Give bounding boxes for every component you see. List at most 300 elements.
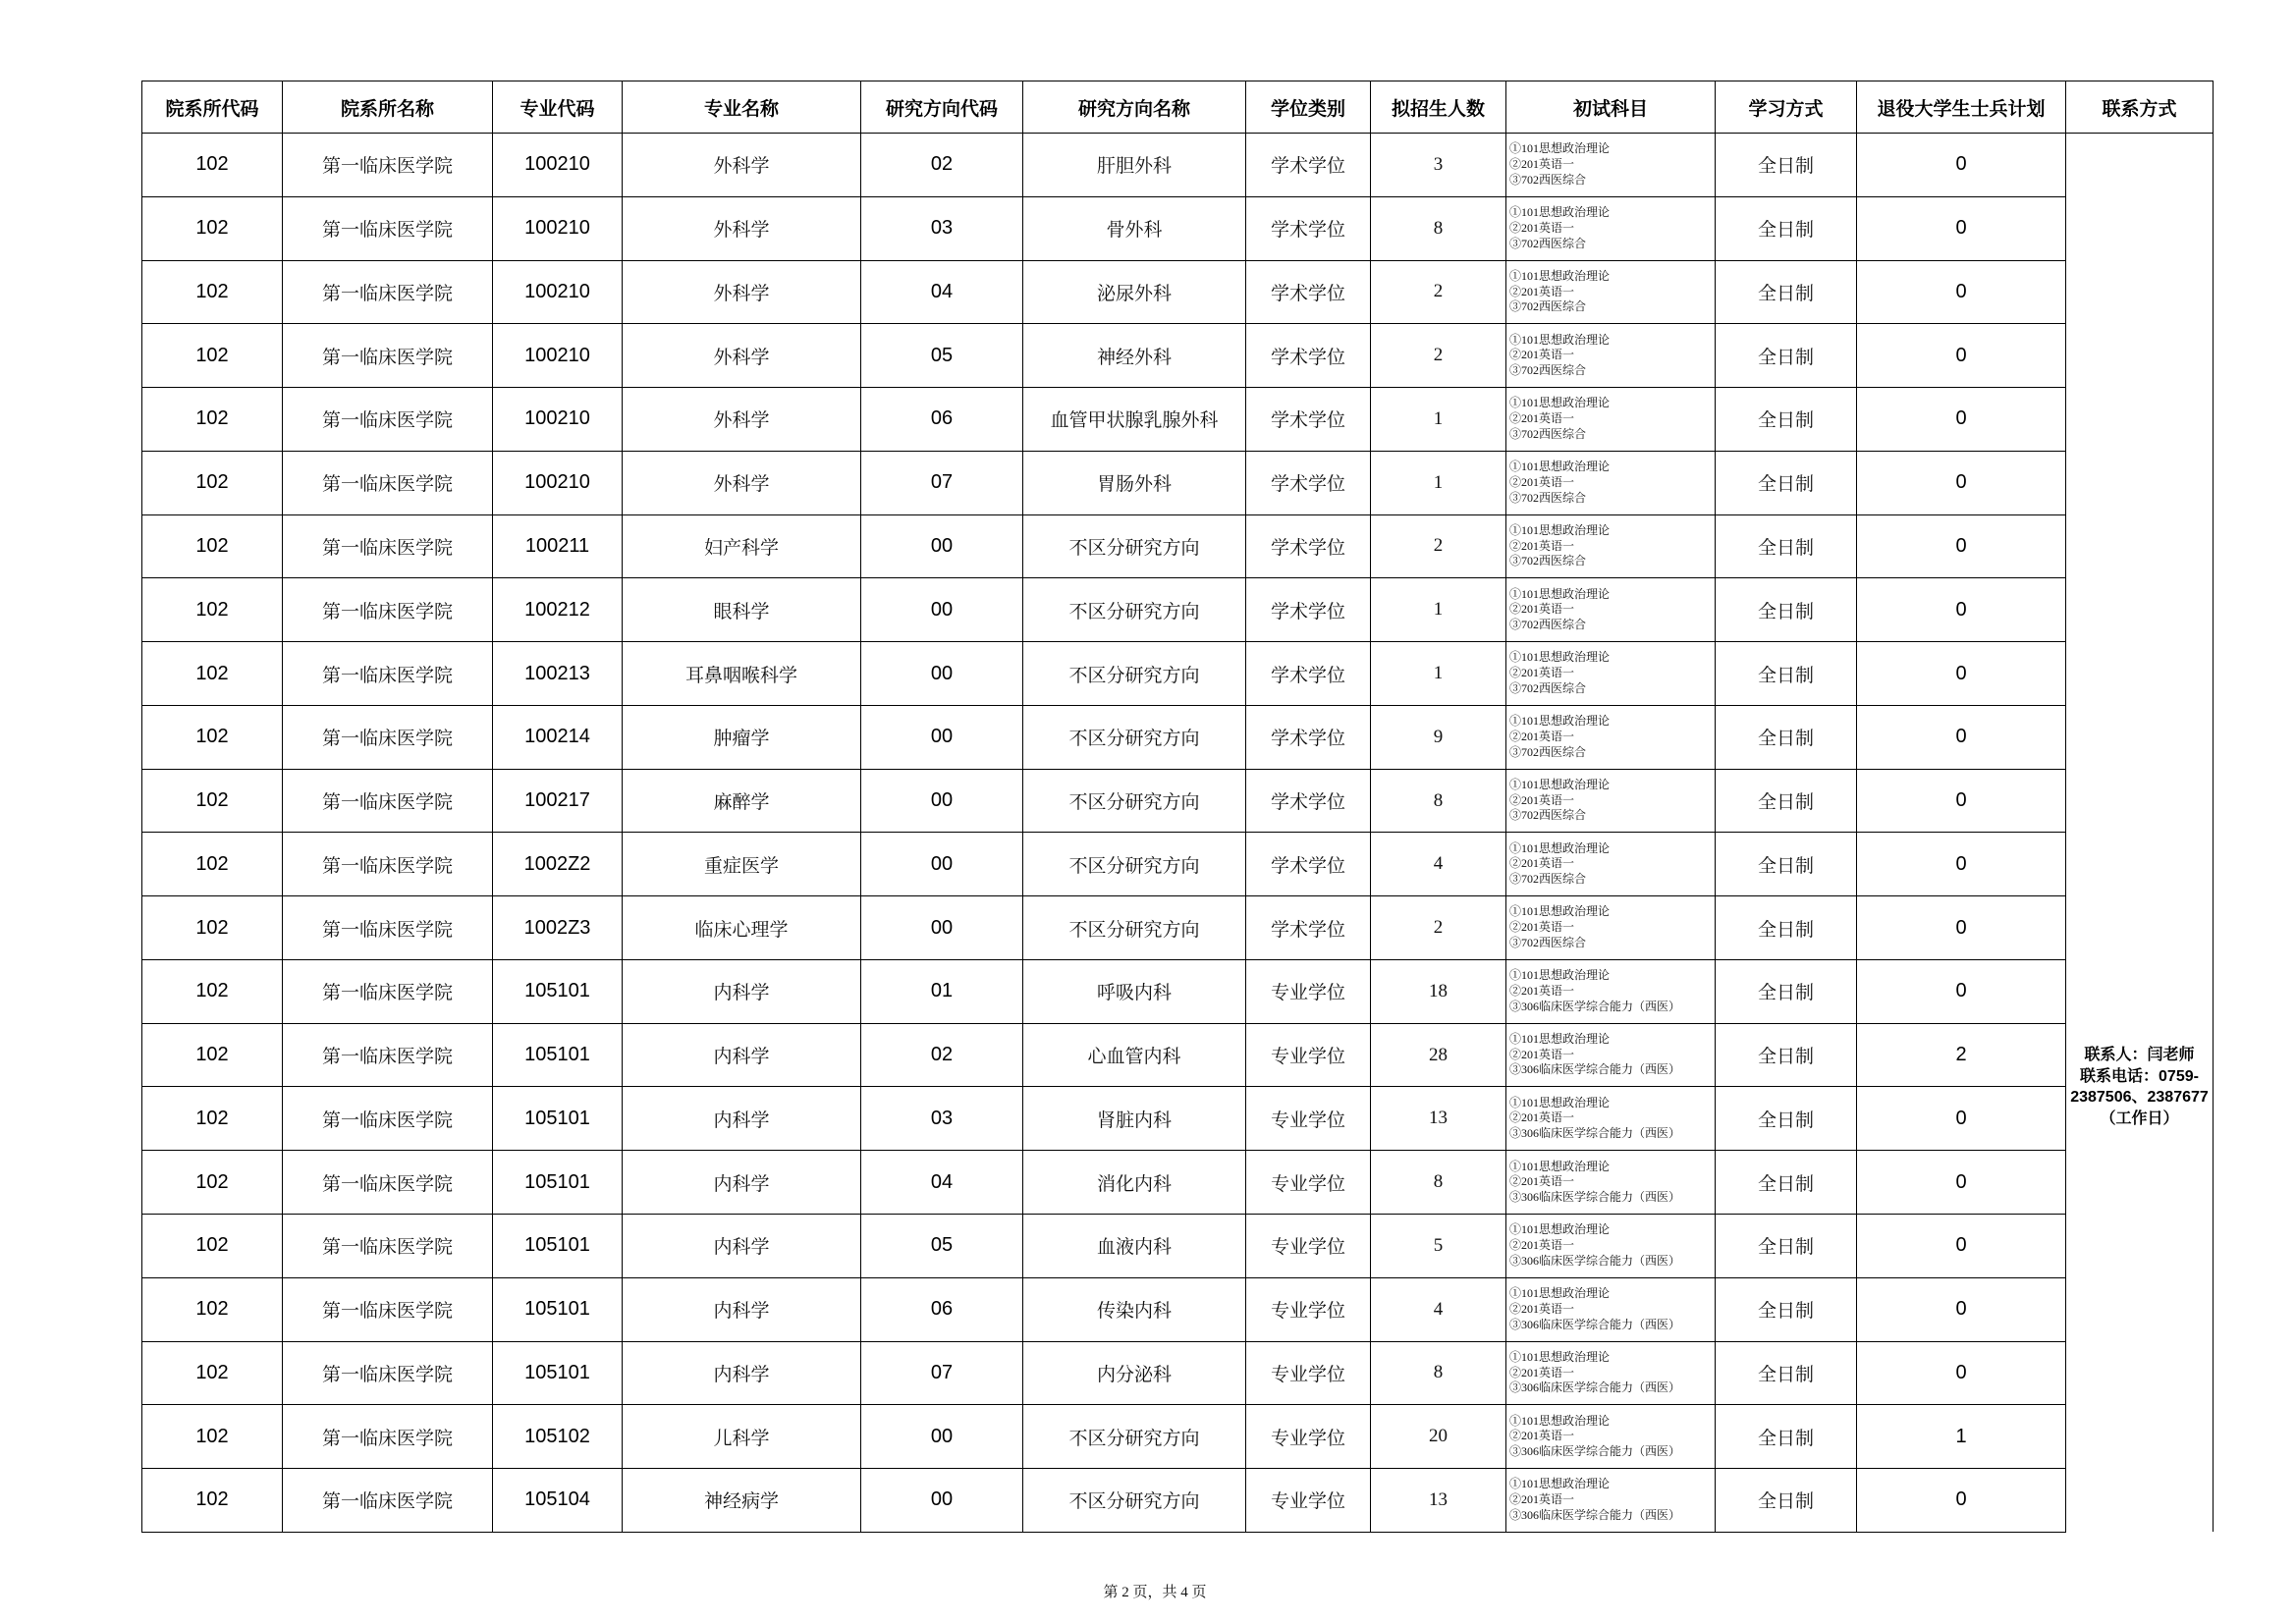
cell-exam-subjects xyxy=(1506,1023,1716,1087)
exam-subject-line: ②201英语一 xyxy=(1509,284,1575,298)
exam-subject-line: ②201英语一 xyxy=(1509,411,1575,426)
cell-planned-enrollment: 3 xyxy=(1371,134,1506,197)
table-row xyxy=(142,1277,2214,1341)
cell-exam-subjects xyxy=(1506,1341,1716,1405)
table-row xyxy=(142,1087,2214,1151)
exam-subject-line: ①101思想政治理论 xyxy=(1509,1095,1611,1109)
cell-exam-subjects xyxy=(1506,196,1716,260)
cell-exam-subjects xyxy=(1506,642,1716,706)
table-row xyxy=(142,134,2214,197)
cell-degree-type: 学术学位 xyxy=(1246,896,1371,960)
cell-direction-code: 02 xyxy=(861,1023,1023,1087)
cell-direction-name: 不区分研究方向 xyxy=(1023,1405,1246,1469)
cell-major-code: 105104 xyxy=(493,1469,623,1533)
cell-planned-enrollment: 20 xyxy=(1371,1405,1506,1469)
cell-degree-type: 专业学位 xyxy=(1246,1151,1371,1215)
cell-study-mode: 全日制 xyxy=(1716,642,1857,706)
cell-veteran-plan: 0 xyxy=(1857,196,2066,260)
exam-subject-line: ②201英语一 xyxy=(1509,1365,1575,1380)
cell-dept-name: 第一临床医学院 xyxy=(283,1215,493,1278)
exam-subject-line: ②201英语一 xyxy=(1509,1174,1575,1189)
cell-major-name: 外科学 xyxy=(623,196,861,260)
cell-dept-name: 第一临床医学院 xyxy=(283,1469,493,1533)
contact-line: 联系电话：0759- xyxy=(2080,1067,2199,1085)
cell-direction-name: 不区分研究方向 xyxy=(1023,705,1246,769)
cell-degree-type: 专业学位 xyxy=(1246,1405,1371,1469)
cell-direction-code: 00 xyxy=(861,896,1023,960)
cell-direction-code: 00 xyxy=(861,1469,1023,1533)
cell-direction-name: 不区分研究方向 xyxy=(1023,642,1246,706)
cell-veteran-plan: 0 xyxy=(1857,705,2066,769)
header-degree-type: 学位类别 xyxy=(1246,81,1371,134)
page-number-footer: 第 2 页，共 4 页 xyxy=(1103,1585,1207,1600)
exam-subject-line: ②201英语一 xyxy=(1509,1429,1575,1443)
cell-major-name: 临床心理学 xyxy=(623,896,861,960)
contact-info-cell xyxy=(2066,134,2214,1533)
cell-direction-name: 泌尿外科 xyxy=(1023,260,1246,324)
cell-planned-enrollment: 8 xyxy=(1371,769,1506,833)
cell-direction-code: 04 xyxy=(861,1151,1023,1215)
exam-subject-line: ①101思想政治理论 xyxy=(1509,268,1611,283)
cell-dept-code: 102 xyxy=(142,260,283,324)
exam-subject-line: ①101思想政治理论 xyxy=(1509,1413,1611,1428)
cell-study-mode: 全日制 xyxy=(1716,260,1857,324)
cell-study-mode: 全日制 xyxy=(1716,451,1857,514)
table-row xyxy=(142,833,2214,896)
cell-veteran-plan: 0 xyxy=(1857,134,2066,197)
cell-dept-code: 102 xyxy=(142,705,283,769)
cell-veteran-plan: 0 xyxy=(1857,1341,2066,1405)
cell-planned-enrollment: 8 xyxy=(1371,1151,1506,1215)
cell-degree-type: 专业学位 xyxy=(1246,1277,1371,1341)
cell-exam-subjects xyxy=(1506,1215,1716,1278)
table-row xyxy=(142,578,2214,642)
exam-subject-line: ②201英语一 xyxy=(1509,856,1575,871)
cell-major-name: 外科学 xyxy=(623,324,861,388)
cell-degree-type: 学术学位 xyxy=(1246,196,1371,260)
cell-major-code: 100210 xyxy=(493,134,623,197)
cell-veteran-plan: 2 xyxy=(1857,1023,2066,1087)
cell-veteran-plan: 0 xyxy=(1857,1469,2066,1533)
cell-major-code: 100210 xyxy=(493,260,623,324)
header-contact: 联系方式 xyxy=(2066,81,2214,134)
exam-subject-line: ②201英语一 xyxy=(1509,220,1575,235)
cell-direction-name: 骨外科 xyxy=(1023,196,1246,260)
cell-degree-type: 专业学位 xyxy=(1246,1215,1371,1278)
cell-veteran-plan: 0 xyxy=(1857,833,2066,896)
table-header-row xyxy=(142,81,2214,134)
cell-dept-code: 102 xyxy=(142,388,283,452)
exam-subject-line: ②201英语一 xyxy=(1509,1047,1575,1061)
cell-dept-code: 102 xyxy=(142,896,283,960)
cell-veteran-plan: 0 xyxy=(1857,260,2066,324)
cell-direction-name: 血液内科 xyxy=(1023,1215,1246,1278)
cell-degree-type: 学术学位 xyxy=(1246,388,1371,452)
cell-direction-code: 05 xyxy=(861,324,1023,388)
cell-direction-code: 00 xyxy=(861,705,1023,769)
cell-study-mode: 全日制 xyxy=(1716,1277,1857,1341)
cell-dept-name: 第一临床医学院 xyxy=(283,1023,493,1087)
exam-subject-line: ③306临床医学综合能力（西医） xyxy=(1509,1126,1681,1141)
cell-direction-name: 不区分研究方向 xyxy=(1023,514,1246,578)
cell-major-name: 儿科学 xyxy=(623,1405,861,1469)
cell-dept-code: 102 xyxy=(142,1087,283,1151)
cell-major-name: 麻醉学 xyxy=(623,769,861,833)
cell-direction-code: 00 xyxy=(861,1405,1023,1469)
contact-line: （工作日） xyxy=(2100,1109,2179,1127)
cell-planned-enrollment: 18 xyxy=(1371,959,1506,1023)
cell-dept-code: 102 xyxy=(142,1023,283,1087)
cell-major-name: 外科学 xyxy=(623,451,861,514)
contact-line: 2387506、2387677 xyxy=(2070,1089,2209,1107)
cell-study-mode: 全日制 xyxy=(1716,134,1857,197)
cell-major-code: 100210 xyxy=(493,196,623,260)
cell-study-mode: 全日制 xyxy=(1716,196,1857,260)
cell-dept-name: 第一临床医学院 xyxy=(283,1341,493,1405)
exam-subject-line: ③702西医综合 xyxy=(1509,554,1587,568)
cell-major-name: 肿瘤学 xyxy=(623,705,861,769)
cell-dept-code: 102 xyxy=(142,514,283,578)
cell-major-name: 外科学 xyxy=(623,260,861,324)
cell-major-code: 100210 xyxy=(493,388,623,452)
cell-dept-name: 第一临床医学院 xyxy=(283,324,493,388)
cell-dept-name: 第一临床医学院 xyxy=(283,1405,493,1469)
exam-subject-line: ②201英语一 xyxy=(1509,602,1575,617)
exam-subject-line: ①101思想政治理论 xyxy=(1509,1159,1611,1173)
cell-veteran-plan: 0 xyxy=(1857,1277,2066,1341)
cell-degree-type: 专业学位 xyxy=(1246,1341,1371,1405)
cell-major-name: 内科学 xyxy=(623,1277,861,1341)
header-exam-subjects: 初试科目 xyxy=(1506,81,1716,134)
cell-exam-subjects xyxy=(1506,1405,1716,1469)
cell-veteran-plan: 0 xyxy=(1857,1151,2066,1215)
cell-dept-code: 102 xyxy=(142,959,283,1023)
cell-direction-name: 内分泌科 xyxy=(1023,1341,1246,1405)
cell-major-code: 100214 xyxy=(493,705,623,769)
table-row xyxy=(142,769,2214,833)
cell-dept-code: 102 xyxy=(142,451,283,514)
cell-major-code: 100210 xyxy=(493,324,623,388)
cell-direction-code: 06 xyxy=(861,388,1023,452)
cell-major-code: 105101 xyxy=(493,1341,623,1405)
cell-dept-name: 第一临床医学院 xyxy=(283,514,493,578)
cell-major-name: 内科学 xyxy=(623,1023,861,1087)
cell-dept-code: 102 xyxy=(142,578,283,642)
cell-dept-name: 第一临床医学院 xyxy=(283,959,493,1023)
cell-exam-subjects xyxy=(1506,896,1716,960)
exam-subject-line: ③702西医综合 xyxy=(1509,172,1587,187)
cell-veteran-plan: 0 xyxy=(1857,324,2066,388)
cell-degree-type: 专业学位 xyxy=(1246,1023,1371,1087)
cell-veteran-plan: 0 xyxy=(1857,642,2066,706)
cell-major-name: 重症医学 xyxy=(623,833,861,896)
cell-exam-subjects xyxy=(1506,769,1716,833)
header-planned-enrollment: 拟招生人数 xyxy=(1371,81,1506,134)
exam-subject-line: ①101思想政治理论 xyxy=(1509,205,1611,220)
cell-major-name: 内科学 xyxy=(623,1087,861,1151)
exam-subject-line: ③306临床医学综合能力（西医） xyxy=(1509,1062,1681,1077)
cell-major-code: 100212 xyxy=(493,578,623,642)
exam-subject-line: ③306临床医学综合能力（西医） xyxy=(1509,1444,1681,1459)
exam-subject-line: ①101思想政治理论 xyxy=(1509,714,1611,729)
exam-subject-line: ③702西医综合 xyxy=(1509,680,1587,695)
cell-dept-code: 102 xyxy=(142,196,283,260)
table-row xyxy=(142,388,2214,452)
exam-subject-line: ①101思想政治理论 xyxy=(1509,1031,1611,1046)
cell-planned-enrollment: 1 xyxy=(1371,578,1506,642)
cell-degree-type: 专业学位 xyxy=(1246,959,1371,1023)
cell-dept-name: 第一临床医学院 xyxy=(283,1151,493,1215)
cell-direction-name: 不区分研究方向 xyxy=(1023,578,1246,642)
cell-major-code: 105101 xyxy=(493,1023,623,1087)
cell-planned-enrollment: 1 xyxy=(1371,388,1506,452)
cell-direction-code: 02 xyxy=(861,134,1023,197)
table-row xyxy=(142,705,2214,769)
exam-subject-line: ②201英语一 xyxy=(1509,157,1575,171)
header-direction-name: 研究方向名称 xyxy=(1023,81,1246,134)
header-dept-name: 院系所名称 xyxy=(283,81,493,134)
exam-subject-line: ①101思想政治理论 xyxy=(1509,1477,1611,1491)
cell-planned-enrollment: 9 xyxy=(1371,705,1506,769)
cell-direction-name: 呼吸内科 xyxy=(1023,959,1246,1023)
cell-dept-code: 102 xyxy=(142,1405,283,1469)
exam-subject-line: ①101思想政治理论 xyxy=(1509,840,1611,855)
cell-major-code: 105101 xyxy=(493,959,623,1023)
cell-exam-subjects xyxy=(1506,578,1716,642)
exam-subject-line: ①101思想政治理论 xyxy=(1509,777,1611,791)
cell-direction-code: 07 xyxy=(861,1341,1023,1405)
cell-study-mode: 全日制 xyxy=(1716,705,1857,769)
header-major-code: 专业代码 xyxy=(493,81,623,134)
cell-exam-subjects xyxy=(1506,1087,1716,1151)
table-row xyxy=(142,1023,2214,1087)
cell-major-name: 内科学 xyxy=(623,1341,861,1405)
exam-subject-line: ③306临床医学综合能力（西医） xyxy=(1509,1190,1681,1204)
cell-planned-enrollment: 1 xyxy=(1371,642,1506,706)
cell-exam-subjects xyxy=(1506,260,1716,324)
exam-subject-line: ①101思想政治理论 xyxy=(1509,586,1611,601)
cell-dept-code: 102 xyxy=(142,642,283,706)
cell-direction-name: 消化内科 xyxy=(1023,1151,1246,1215)
header-direction-code: 研究方向代码 xyxy=(861,81,1023,134)
exam-subject-line: ②201英语一 xyxy=(1509,538,1575,553)
contact-line: 联系人：闫老师 xyxy=(2084,1047,2195,1063)
exam-subject-line: ①101思想政治理论 xyxy=(1509,904,1611,919)
cell-study-mode: 全日制 xyxy=(1716,959,1857,1023)
cell-major-name: 外科学 xyxy=(623,134,861,197)
cell-planned-enrollment: 8 xyxy=(1371,1341,1506,1405)
cell-degree-type: 学术学位 xyxy=(1246,324,1371,388)
table-row xyxy=(142,1215,2214,1278)
exam-subject-line: ③702西医综合 xyxy=(1509,490,1587,505)
cell-direction-name: 肾脏内科 xyxy=(1023,1087,1246,1151)
admissions-table xyxy=(141,81,2214,1533)
exam-subject-line: ①101思想政治理论 xyxy=(1509,968,1611,983)
cell-major-code: 100217 xyxy=(493,769,623,833)
cell-planned-enrollment: 2 xyxy=(1371,896,1506,960)
cell-dept-code: 102 xyxy=(142,1277,283,1341)
cell-veteran-plan: 0 xyxy=(1857,896,2066,960)
cell-veteran-plan: 0 xyxy=(1857,578,2066,642)
cell-direction-code: 05 xyxy=(861,1215,1023,1278)
cell-veteran-plan: 0 xyxy=(1857,769,2066,833)
cell-major-name: 妇产科学 xyxy=(623,514,861,578)
table-header xyxy=(142,81,2214,134)
cell-dept-name: 第一临床医学院 xyxy=(283,260,493,324)
table-row xyxy=(142,642,2214,706)
cell-major-code: 100213 xyxy=(493,642,623,706)
cell-dept-name: 第一临床医学院 xyxy=(283,642,493,706)
header-dept-code: 院系所代码 xyxy=(142,81,283,134)
cell-major-code: 105101 xyxy=(493,1215,623,1278)
exam-subject-line: ③702西医综合 xyxy=(1509,872,1587,887)
cell-direction-code: 00 xyxy=(861,642,1023,706)
exam-subject-line: ②201英语一 xyxy=(1509,348,1575,362)
cell-dept-name: 第一临床医学院 xyxy=(283,1087,493,1151)
cell-dept-code: 102 xyxy=(142,769,283,833)
exam-subject-line: ③702西医综合 xyxy=(1509,744,1587,759)
cell-major-name: 内科学 xyxy=(623,1151,861,1215)
exam-subject-line: ③306临床医学综合能力（西医） xyxy=(1509,1380,1681,1395)
cell-study-mode: 全日制 xyxy=(1716,388,1857,452)
cell-dept-name: 第一临床医学院 xyxy=(283,896,493,960)
exam-subject-line: ③306临床医学综合能力（西医） xyxy=(1509,999,1681,1013)
cell-study-mode: 全日制 xyxy=(1716,1469,1857,1533)
cell-exam-subjects xyxy=(1506,705,1716,769)
cell-dept-name: 第一临床医学院 xyxy=(283,451,493,514)
table-row xyxy=(142,896,2214,960)
cell-study-mode: 全日制 xyxy=(1716,1405,1857,1469)
exam-subject-line: ③306临床医学综合能力（西医） xyxy=(1509,1253,1681,1268)
cell-major-name: 神经病学 xyxy=(623,1469,861,1533)
cell-direction-code: 07 xyxy=(861,451,1023,514)
cell-direction-code: 00 xyxy=(861,514,1023,578)
table-row xyxy=(142,1341,2214,1405)
cell-veteran-plan: 0 xyxy=(1857,1087,2066,1151)
cell-dept-name: 第一临床医学院 xyxy=(283,705,493,769)
exam-subject-line: ③702西医综合 xyxy=(1509,618,1587,632)
exam-subject-line: ②201英语一 xyxy=(1509,983,1575,998)
header-major-name: 专业名称 xyxy=(623,81,861,134)
exam-subject-line: ①101思想政治理论 xyxy=(1509,1222,1611,1237)
cell-direction-name: 肝胆外科 xyxy=(1023,134,1246,197)
exam-subject-line: ①101思想政治理论 xyxy=(1509,650,1611,665)
cell-veteran-plan: 1 xyxy=(1857,1405,2066,1469)
cell-exam-subjects xyxy=(1506,959,1716,1023)
cell-exam-subjects xyxy=(1506,134,1716,197)
cell-major-name: 外科学 xyxy=(623,388,861,452)
cell-dept-code: 102 xyxy=(142,1341,283,1405)
cell-study-mode: 全日制 xyxy=(1716,1151,1857,1215)
exam-subject-line: ③702西医综合 xyxy=(1509,236,1587,250)
cell-planned-enrollment: 13 xyxy=(1371,1469,1506,1533)
cell-exam-subjects xyxy=(1506,1151,1716,1215)
cell-degree-type: 学术学位 xyxy=(1246,134,1371,197)
table-row xyxy=(142,260,2214,324)
table-row xyxy=(142,1405,2214,1469)
cell-direction-name: 不区分研究方向 xyxy=(1023,769,1246,833)
cell-direction-code: 06 xyxy=(861,1277,1023,1341)
cell-major-code: 105101 xyxy=(493,1151,623,1215)
exam-subject-line: ①101思想政治理论 xyxy=(1509,396,1611,410)
cell-dept-name: 第一临床医学院 xyxy=(283,578,493,642)
cell-planned-enrollment: 2 xyxy=(1371,514,1506,578)
cell-dept-code: 102 xyxy=(142,324,283,388)
exam-subject-line: ①101思想政治理论 xyxy=(1509,460,1611,474)
table-row xyxy=(142,959,2214,1023)
cell-direction-name: 传染内科 xyxy=(1023,1277,1246,1341)
cell-study-mode: 全日制 xyxy=(1716,896,1857,960)
cell-direction-name: 不区分研究方向 xyxy=(1023,1469,1246,1533)
cell-direction-name: 血管甲状腺乳腺外科 xyxy=(1023,388,1246,452)
cell-study-mode: 全日制 xyxy=(1716,324,1857,388)
cell-dept-name: 第一临床医学院 xyxy=(283,388,493,452)
table-row xyxy=(142,324,2214,388)
cell-exam-subjects xyxy=(1506,514,1716,578)
cell-major-code: 1002Z3 xyxy=(493,896,623,960)
cell-veteran-plan: 0 xyxy=(1857,388,2066,452)
cell-major-name: 眼科学 xyxy=(623,578,861,642)
exam-subject-line: ②201英语一 xyxy=(1509,1238,1575,1253)
cell-planned-enrollment: 13 xyxy=(1371,1087,1506,1151)
exam-subject-line: ②201英语一 xyxy=(1509,1110,1575,1125)
table-row xyxy=(142,514,2214,578)
cell-major-code: 100210 xyxy=(493,451,623,514)
cell-planned-enrollment: 28 xyxy=(1371,1023,1506,1087)
cell-major-name: 内科学 xyxy=(623,1215,861,1278)
cell-direction-name: 神经外科 xyxy=(1023,324,1246,388)
table-row xyxy=(142,1469,2214,1533)
cell-degree-type: 学术学位 xyxy=(1246,642,1371,706)
cell-direction-code: 00 xyxy=(861,578,1023,642)
cell-exam-subjects xyxy=(1506,324,1716,388)
cell-major-name: 内科学 xyxy=(623,959,861,1023)
cell-dept-code: 102 xyxy=(142,1469,283,1533)
cell-planned-enrollment: 2 xyxy=(1371,324,1506,388)
cell-degree-type: 学术学位 xyxy=(1246,705,1371,769)
cell-dept-code: 102 xyxy=(142,833,283,896)
table-body xyxy=(142,134,2214,1533)
exam-subject-line: ②201英语一 xyxy=(1509,666,1575,680)
exam-subject-line: ③306临床医学综合能力（西医） xyxy=(1509,1317,1681,1331)
cell-study-mode: 全日制 xyxy=(1716,769,1857,833)
exam-subject-line: ②201英语一 xyxy=(1509,1492,1575,1507)
cell-dept-name: 第一临床医学院 xyxy=(283,134,493,197)
cell-major-name: 耳鼻咽喉科学 xyxy=(623,642,861,706)
header-veteran-plan: 退役大学生士兵计划 xyxy=(1857,81,2066,134)
table-row xyxy=(142,451,2214,514)
cell-veteran-plan: 0 xyxy=(1857,451,2066,514)
cell-major-code: 1002Z2 xyxy=(493,833,623,896)
cell-study-mode: 全日制 xyxy=(1716,833,1857,896)
cell-dept-code: 102 xyxy=(142,1151,283,1215)
cell-planned-enrollment: 1 xyxy=(1371,451,1506,514)
cell-major-code: 105101 xyxy=(493,1277,623,1341)
exam-subject-line: ①101思想政治理论 xyxy=(1509,1286,1611,1301)
exam-subject-line: ①101思想政治理论 xyxy=(1509,522,1611,537)
cell-exam-subjects xyxy=(1506,388,1716,452)
cell-dept-name: 第一临床医学院 xyxy=(283,1277,493,1341)
table-row xyxy=(142,196,2214,260)
table-row xyxy=(142,1151,2214,1215)
cell-degree-type: 学术学位 xyxy=(1246,833,1371,896)
exam-subject-line: ③702西医综合 xyxy=(1509,426,1587,441)
cell-major-code: 105101 xyxy=(493,1087,623,1151)
cell-study-mode: 全日制 xyxy=(1716,1023,1857,1087)
cell-study-mode: 全日制 xyxy=(1716,1341,1857,1405)
exam-subject-line: ②201英语一 xyxy=(1509,920,1575,935)
header-study-mode: 学习方式 xyxy=(1716,81,1857,134)
